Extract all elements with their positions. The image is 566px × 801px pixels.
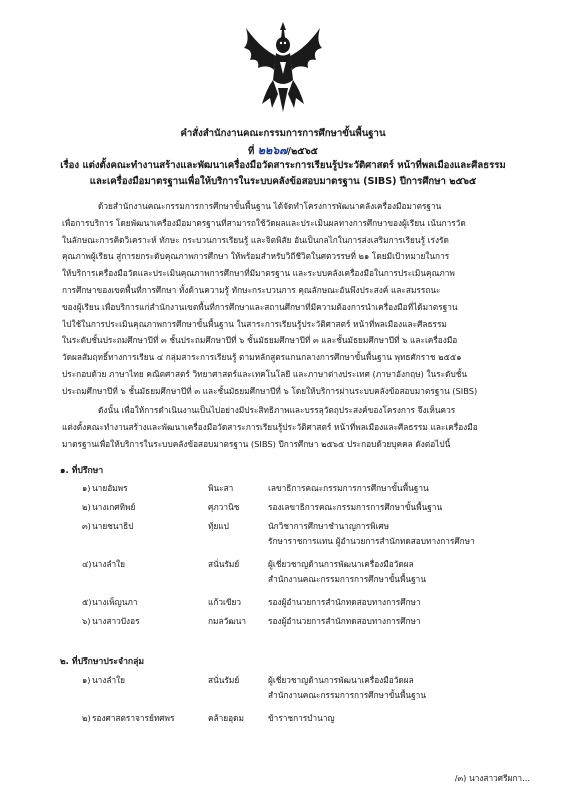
member-last-name: พินะสา bbox=[208, 483, 234, 493]
body-paragraph-2 bbox=[62, 402, 510, 452]
member-first-name: นางเพ็ญนภา bbox=[92, 597, 138, 607]
subject-line-2: และเครื่องมือมาตรฐานเพื่อให้บริการในระบบคลังข้อสอบมาตรฐาน (SIBS) ปีการศึกษา ๒๕๖๕ bbox=[89, 176, 477, 187]
order-number-label: ที่ bbox=[248, 146, 255, 157]
paragraph-line: แต่งตั้งคณะทำงานสร้างและพัฒนาเครื่องมือวัดสาระการเรียนรู้ประวัติศาสตร์ หน้าที่พลเมืองและศีลธรรม และเครื่องมือ bbox=[62, 421, 478, 432]
member-number: ๑) bbox=[82, 675, 91, 685]
paragraph-line: ประกอบด้วย ภาษาไทย คณิตศาสตร์ วิทยาศาสตร์และเทคโนโลยี และภาษาต่างประเทศ (ภาษาอังกฤษ) ในระดับชั้น bbox=[62, 368, 468, 379]
member-position: สำนักงานคณะกรรมการการศึกษาขั้นพื้นฐาน bbox=[268, 574, 426, 584]
member-first-name: นางลำใย bbox=[92, 675, 126, 685]
member-number: ๕) bbox=[82, 597, 92, 607]
member-last-name: คล้ายอุดม bbox=[208, 713, 244, 723]
member-position: รองผู้อำนวยการสำนักทดสอบทางการศึกษา bbox=[268, 597, 421, 607]
paragraph-line: ประถมศึกษาปีที่ ๖ ชั้นมัธยมศึกษาปีที่ ๓ และชั้นมัธยมศึกษาปีที่ ๖ โดยให้บริการผ่านระบบคลังข้อสอบมาตรฐาน (SIBS) bbox=[62, 385, 478, 396]
member-last-name: กมลวัฒนา bbox=[208, 616, 247, 626]
member-last-name: ทุ้ยแป bbox=[208, 521, 229, 531]
member-position: ผู้เชี่ยวชาญด้านการพัฒนาเครื่องมือวัดผล bbox=[268, 675, 414, 685]
paragraph-line: มาตรฐานเพื่อให้บริการในระบบคลังข้อสอบมาตรฐาน (SIBS) ปีการศึกษา ๒๕๖๕ ประกอบด้วยบุคคล ดังต่อไปนี้ bbox=[62, 438, 451, 449]
member-first-name: นางลำใย bbox=[92, 559, 126, 569]
member-number: ๑) bbox=[82, 483, 91, 493]
member-first-name: รองศาสตราจารย์ทศพร bbox=[92, 713, 175, 723]
continuation-note: /๓) นางสาวศรีผกา... bbox=[454, 773, 530, 783]
paragraph-line: เพื่อการบริการ โดยพัฒนาเครื่องมือมาตรฐานที่สามารถใช้วัดผลและประเมินผลทางการศึกษาของผู้เรียน เน้นการวัด bbox=[62, 217, 466, 228]
paragraph-line: ให้บริการเครื่องมือวัดและประเมินคุณภาพการศึกษาที่มีมาตรฐาน และระบบคลังเครื่องมือในการประเมินคุณภาพ bbox=[62, 268, 455, 279]
section-2-heading: ๒. ที่ปรึกษาประจำกลุ่ม bbox=[60, 657, 145, 667]
member-first-name: นางเกศทิพย์ bbox=[92, 502, 136, 512]
order-number-handwritten: ๒๒๖๗ bbox=[257, 144, 288, 157]
member-position: รองเลขาธิการคณะกรรมการการศึกษาขั้นพื้นฐาน bbox=[268, 502, 443, 512]
subject-line-1: เรื่อง แต่งตั้งคณะทำงานสร้างและพัฒนาเครื่องมือวัดสาระการเรียนรู้ประวัติศาสตร์ หน้าที่พลเมืองและศีลธรรม bbox=[60, 160, 506, 171]
paragraph-line: ดังนั้น เพื่อให้การดำเนินงานเป็นไปอย่างมีประสิทธิภาพและบรรลุวัตถุประสงค์ของโครงการ จึงเห็นควร bbox=[98, 405, 456, 415]
paragraph-line: ในระดับชั้นประถมศึกษาปีที่ ๓ ชั้นประถมศึกษาปีที่ ๖ ชั้นมัธยมศึกษาปีที่ ๓ และชั้นมัธยมศึกษาปีที่ ๖ และเครื่องมือ bbox=[62, 335, 458, 346]
paragraph-line: ของผู้เรียน เพื่อบริการแก่สำนักงานเขตพื้นที่การศึกษาและสถานศึกษาที่มีความต้องการนำเครื่องมือที่ได้มาตรฐาน bbox=[62, 301, 458, 312]
paragraph-line: ไปใช้ในการประเมินคุณภาพการศึกษาขั้นพื้นฐาน ในสาระการเรียนรู้ประวัติศาสตร์ หน้าที่พลเมืองและศีลธรรม bbox=[62, 318, 447, 329]
order-number-line bbox=[60, 141, 506, 159]
order-year: /๒๕๖๕ bbox=[287, 146, 318, 157]
member-last-name: สนั่นรัมย์ bbox=[208, 559, 240, 569]
member-position: ผู้เชี่ยวชาญด้านการพัฒนาเครื่องมือวัดผล bbox=[268, 559, 414, 569]
member-first-name: นางสาวปังอร bbox=[92, 616, 140, 626]
member-last-name: สนั่นรัมย์ bbox=[208, 675, 240, 685]
member-number: ๖) bbox=[82, 616, 91, 626]
member-first-name: นายชนาธิป bbox=[92, 521, 134, 531]
member-position: เลขาธิการคณะกรรมการการศึกษาขั้นพื้นฐาน bbox=[268, 483, 429, 493]
member-position: ข้าราชการบำนาญ bbox=[268, 713, 335, 723]
garuda-emblem bbox=[240, 18, 326, 114]
member-last-name: แก้วเขียว bbox=[208, 597, 242, 607]
member-number: ๒) bbox=[82, 713, 91, 723]
section-1-heading: ๑. ที่ปรึกษา bbox=[60, 466, 104, 476]
member-position: รองผู้อำนวยการสำนักทดสอบทางการศึกษา bbox=[268, 616, 421, 626]
member-last-name: ศุภวานิช bbox=[208, 502, 240, 512]
body-paragraph-1 bbox=[62, 198, 510, 400]
member-position: รักษาราชการแทน ผู้อำนวยการสำนักทดสอบทางการศึกษา bbox=[268, 536, 475, 546]
member-first-name: นายอัมพร bbox=[92, 483, 128, 493]
member-number: ๒) bbox=[82, 502, 91, 512]
paragraph-line: ในลักษณะการคิดวิเคราะห์ ทักษะ กระบวนการเรียนรู้ และจิตพิสัย อันเป็นกลไกในการส่งเสริมการเรียนรู้ เร่งรัด bbox=[62, 234, 449, 245]
paragraph-line: วัดผลสัมฤทธิ์ทางการเรียน ๔ กลุ่มสาระการเรียนรู้ ตามหลักสูตรแกนกลางการศึกษาขั้นพื้นฐาน พุทธศักราช ๒๕๕๑ bbox=[62, 352, 462, 363]
member-position: สำนักงานคณะกรรมการการศึกษาขั้นพื้นฐาน bbox=[268, 690, 426, 700]
member-number: ๔) bbox=[82, 559, 92, 569]
paragraph-line: ด้วยสำนักงานคณะกรรมการการศึกษาขั้นพื้นฐาน ได้จัดทำโครงการพัฒนาคลังเครื่องมือมาตรฐาน bbox=[98, 201, 442, 211]
paragraph-line: การศึกษาของเขตพื้นที่การศึกษา ทั้งด้านความรู้ ทักษะกระบวนการ คุณลักษณะอันพึงประสงค์ และสมรรถนะ bbox=[62, 284, 441, 295]
document-title: คำสั่งสำนักงานคณะกรรมการการศึกษาขั้นพื้นฐาน bbox=[180, 128, 386, 139]
member-position: นักวิชาการศึกษาชำนาญการพิเศษ bbox=[268, 521, 390, 531]
member-number: ๓) bbox=[82, 521, 91, 531]
paragraph-line: คุณภาพผู้เรียน สู่การยกระดับคุณภาพการศึกษา ให้พร้อมสำหรับวิถีชีวิตในศตวรรษที่ ๒๑ โดยมีเป้าหมายในการ bbox=[62, 251, 450, 262]
